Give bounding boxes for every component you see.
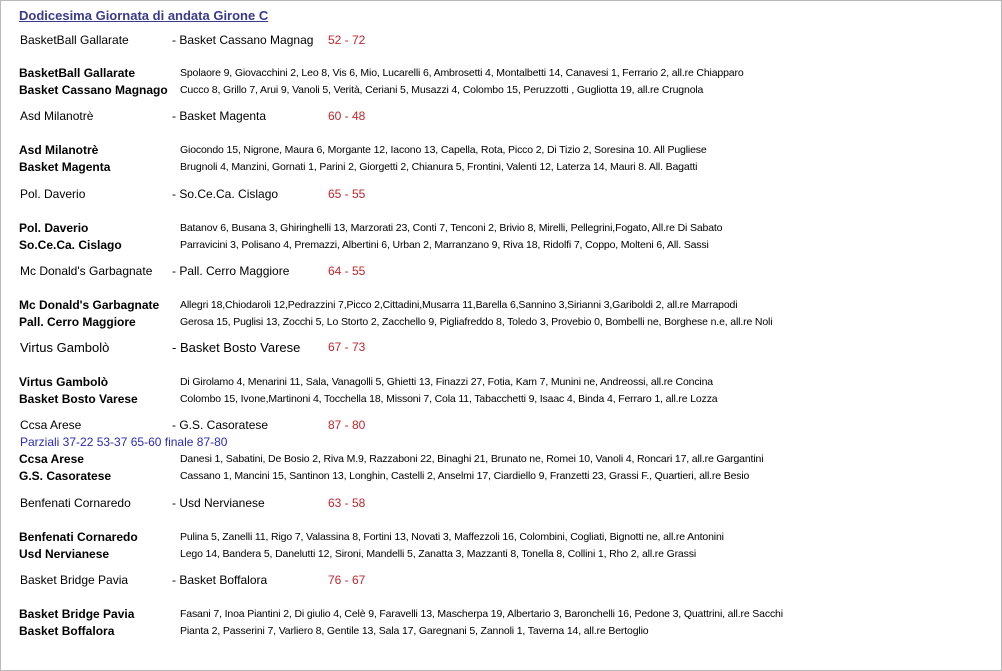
lineup-team: Pol. Daverio xyxy=(19,221,89,235)
match-score: 64 - 55 xyxy=(328,264,366,278)
match-score: 63 - 58 xyxy=(328,496,366,510)
match-score: 76 - 67 xyxy=(328,573,366,587)
lineup-team: Basket Cassano Magnago xyxy=(19,83,168,97)
lineup-players: Pianta 2, Passerini 7, Varliero 8, Gentile 13, Sala 17, Garegnani 5, Zannoli 1, Taverna 14, all.re Bertoglio xyxy=(180,625,649,637)
lineup-team: Virtus Gambolò xyxy=(19,375,109,389)
match-away-team: - Pall. Cerro Maggiore xyxy=(172,264,290,278)
match-home-team: Benfenati Cornaredo xyxy=(20,496,131,510)
lineup-team: So.Ce.Ca. Cislago xyxy=(19,238,122,252)
match-score: 67 - 73 xyxy=(328,340,366,354)
match-score: 52 - 72 xyxy=(328,33,366,47)
match-away-team: - Usd Nervianese xyxy=(172,496,265,510)
match-away-team: - Basket Bosto Varese xyxy=(172,340,301,355)
lineup-players: Spolaore 9, Giovacchini 2, Leo 8, Vis 6, Mio, Lucarelli 6, Ambrosetti 4, Montalbetti 14, Canavesi 1, Ferrario 2, all.re Chiapparo xyxy=(180,67,744,79)
lineup-players: Di Girolamo 4, Menarini 11, Sala, Vanagolli 5, Ghietti 13, Finazzi 27, Fotia, Kam 7, Munini ne, Andreossi, all.re Concina xyxy=(180,376,713,388)
lineup-players: Brugnoli 4, Manzini, Gornati 1, Parini 2, Giorgetti 2, Chianura 5, Frontini, Valenti 12, Laterza 14, Mauri 8. All. Bagatti xyxy=(180,161,698,173)
lineup-team: Mc Donald's Garbagnate xyxy=(19,298,160,312)
lineup-players: Cucco 8, Grillo 7, Arui 9, Vanoli 5, Verità, Ceriani 5, Musazzi 4, Colombo 15, Peruzzotti , Gugliotta 19, all.re Crugnola xyxy=(180,84,704,96)
match-score: 60 - 48 xyxy=(328,109,366,123)
lineup-team: Usd Nervianese xyxy=(19,547,110,561)
lineup-team: Basket Boffalora xyxy=(19,624,115,638)
match-home-team: BasketBall Gallarate xyxy=(20,33,129,47)
lineup-players: Lego 14, Bandera 5, Danelutti 12, Sironi, Mandelli 5, Zanatta 3, Mazzanti 8, Tonella 8, Collini 1, Rho 2, all.re Grassi xyxy=(180,548,697,560)
lineup-players: Cassano 1, Mancini 15, Santinon 13, Longhin, Castelli 2, Anselmi 17, Ciardiello 9, Franzetti 23, Grassi F., Quartieri, all.re Besio xyxy=(180,470,750,482)
lineup-team: BasketBall Gallarate xyxy=(19,66,136,80)
lineup-players: Danesi 1, Sabatini, De Bosio 2, Riva M.9, Razzaboni 22, Binaghi 21, Brunato ne, Romei 10, Vanoli 4, Roncari 17, all.re Gargantini xyxy=(180,453,764,465)
match-home-team: Mc Donald's Garbagnate xyxy=(20,264,153,278)
lineup-team: Basket Bosto Varese xyxy=(19,392,138,406)
lineup-team: Asd Milanotrè xyxy=(19,143,99,157)
lineup-players: Giocondo 15, Nigrone, Maura 6, Morgante 12, Iacono 13, Capella, Rota, Picco 2, Di Tizio 2, Soresina 10. All Pugliese xyxy=(180,144,707,156)
match-home-team: Basket Bridge Pavia xyxy=(20,573,129,587)
match-away-team: - G.S. Casoratese xyxy=(172,418,269,432)
lineup-players: Colombo 15, Ivone,Martinoni 4, Tocchella 18, Missoni 7, Cola 11, Tabacchetti 9, Isaac 4, Binda 4, Ferraro 1, all.re Lozza xyxy=(180,393,718,405)
match-home-team: Ccsa Arese xyxy=(20,418,82,432)
lineup-players: Batanov 6, Busana 3, Ghiringhelli 13, Marzorati 23, Conti 7, Tenconi 2, Brivio 8, Mirelli, Pellegrini,Fogato, All.re Di Sabato xyxy=(180,222,723,234)
match-home-team: Asd Milanotrè xyxy=(20,109,94,123)
match-away-team: - So.Ce.Ca. Cislago xyxy=(172,187,279,201)
lineup-players: Fasani 7, Inoa Piantini 2, Di giulio 4, Celè 9, Faravelli 13, Mascherpa 19, Albertario 3, Baronchelli 16, Pedone 3, Quattrini, all.re Sacchi xyxy=(180,608,783,620)
lineup-team: Benfenati Cornaredo xyxy=(19,530,138,544)
match-score: 65 - 55 xyxy=(328,187,366,201)
partials-note: Parziali 37-22 53-37 65-60 finale 87-80 xyxy=(20,435,228,449)
lineup-team: Basket Bridge Pavia xyxy=(19,607,135,621)
match-home-team: Pol. Daverio xyxy=(20,187,86,201)
match-away-team: - Basket Boffalora xyxy=(172,573,268,587)
match-away-team: - Basket Cassano Magnag xyxy=(172,33,314,47)
lineup-players: Allegri 18,Chiodaroli 12,Pedrazzini 7,Picco 2,Cittadini,Musarra 11,Barella 6,Sannino 3,Sirianni 3,Gariboldi 2, all.re Marrapodi xyxy=(180,299,738,311)
lineup-players: Pulina 5, Zanelli 11, Rigo 7, Valassina 8, Fortini 13, Novati 3, Maffezzoli 16, Colombini, Cogliati, Bignotti ne, all.re Antonini xyxy=(180,531,724,543)
lineup-players: Parravicini 3, Polisano 4, Premazzi, Albertini 6, Urban 2, Marranzano 9, Riva 18, Ridolfi 7, Coppo, Molteni 6, All. Sassi xyxy=(180,239,709,251)
lineup-team: Basket Magenta xyxy=(19,160,111,174)
page-title[interactable]: Dodicesima Giornata di andata Girone C xyxy=(19,8,269,23)
lineup-players: Gerosa 15, Puglisi 13, Zocchi 5, Lo Storto 2, Zacchello 9, Pigliafreddo 8, Toledo 3, Provebio 0, Bombelli ne, Borghese n.e, all.re Noli xyxy=(180,316,773,328)
lineup-team: Pall. Cerro Maggiore xyxy=(19,315,136,329)
match-home-team: Virtus Gambolò xyxy=(20,340,110,355)
lineup-team: G.S. Casoratese xyxy=(19,469,112,483)
lineup-team: Ccsa Arese xyxy=(19,452,84,466)
match-score: 87 - 80 xyxy=(328,418,366,432)
match-away-team: - Basket Magenta xyxy=(172,109,267,123)
